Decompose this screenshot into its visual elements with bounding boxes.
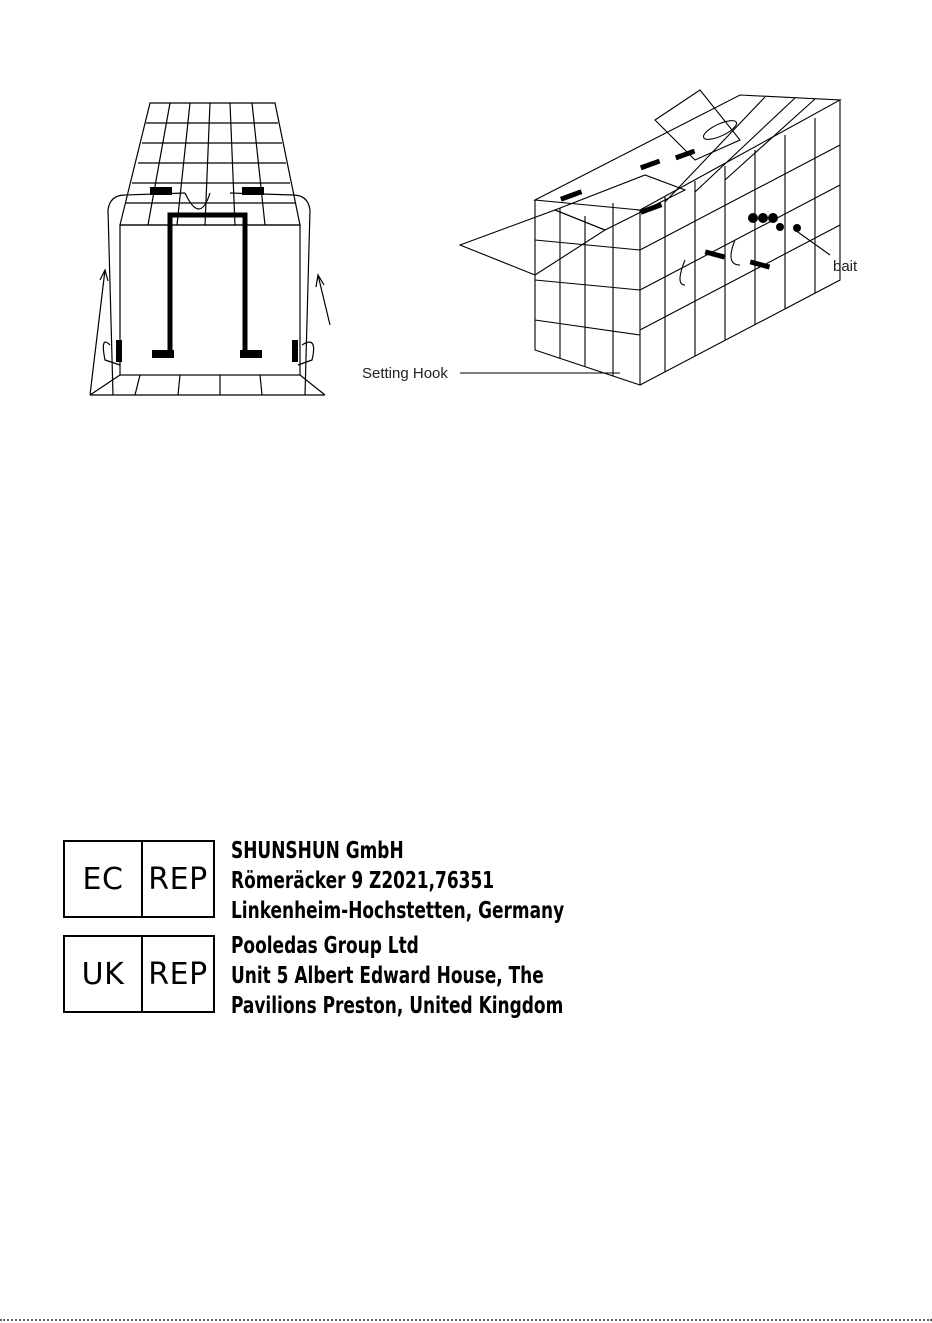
uk-rep-block (63, 935, 623, 1019)
ec-rep-street: Römeräcker 9 Z2021,76351 (231, 868, 495, 894)
uk-rep-address (231, 931, 563, 1021)
uk-rep-company: Pooledas Group Ltd (231, 933, 419, 959)
setting-hook-label: Setting Hook (362, 365, 448, 382)
uk-rep-city: Pavilions Preston, United Kingdom (231, 993, 564, 1019)
trap-isometric-view-figure (355, 80, 875, 395)
ec-rep-symbol (63, 840, 215, 918)
page-bottom-rule (0, 1319, 932, 1323)
ec-rep-region: EC (65, 842, 143, 916)
ec-rep-company: SHUNSHUN GmbH (231, 838, 404, 864)
ec-rep-address (231, 836, 564, 926)
uk-rep-tag: REP (148, 956, 208, 992)
trap-front-diagram (80, 95, 350, 400)
uk-rep-symbol (63, 935, 215, 1013)
ec-rep-city: Linkenheim-Hochstetten, Germany (231, 898, 565, 924)
ec-rep-tag: REP (148, 861, 208, 897)
bait-label: bait (833, 258, 858, 275)
ec-rep-block (63, 840, 623, 924)
uk-rep-region: UK (65, 937, 143, 1011)
trap-isometric-diagram (355, 80, 875, 395)
trap-front-view-figure (80, 95, 350, 400)
uk-rep-street: Unit 5 Albert Edward House, The (231, 963, 544, 989)
